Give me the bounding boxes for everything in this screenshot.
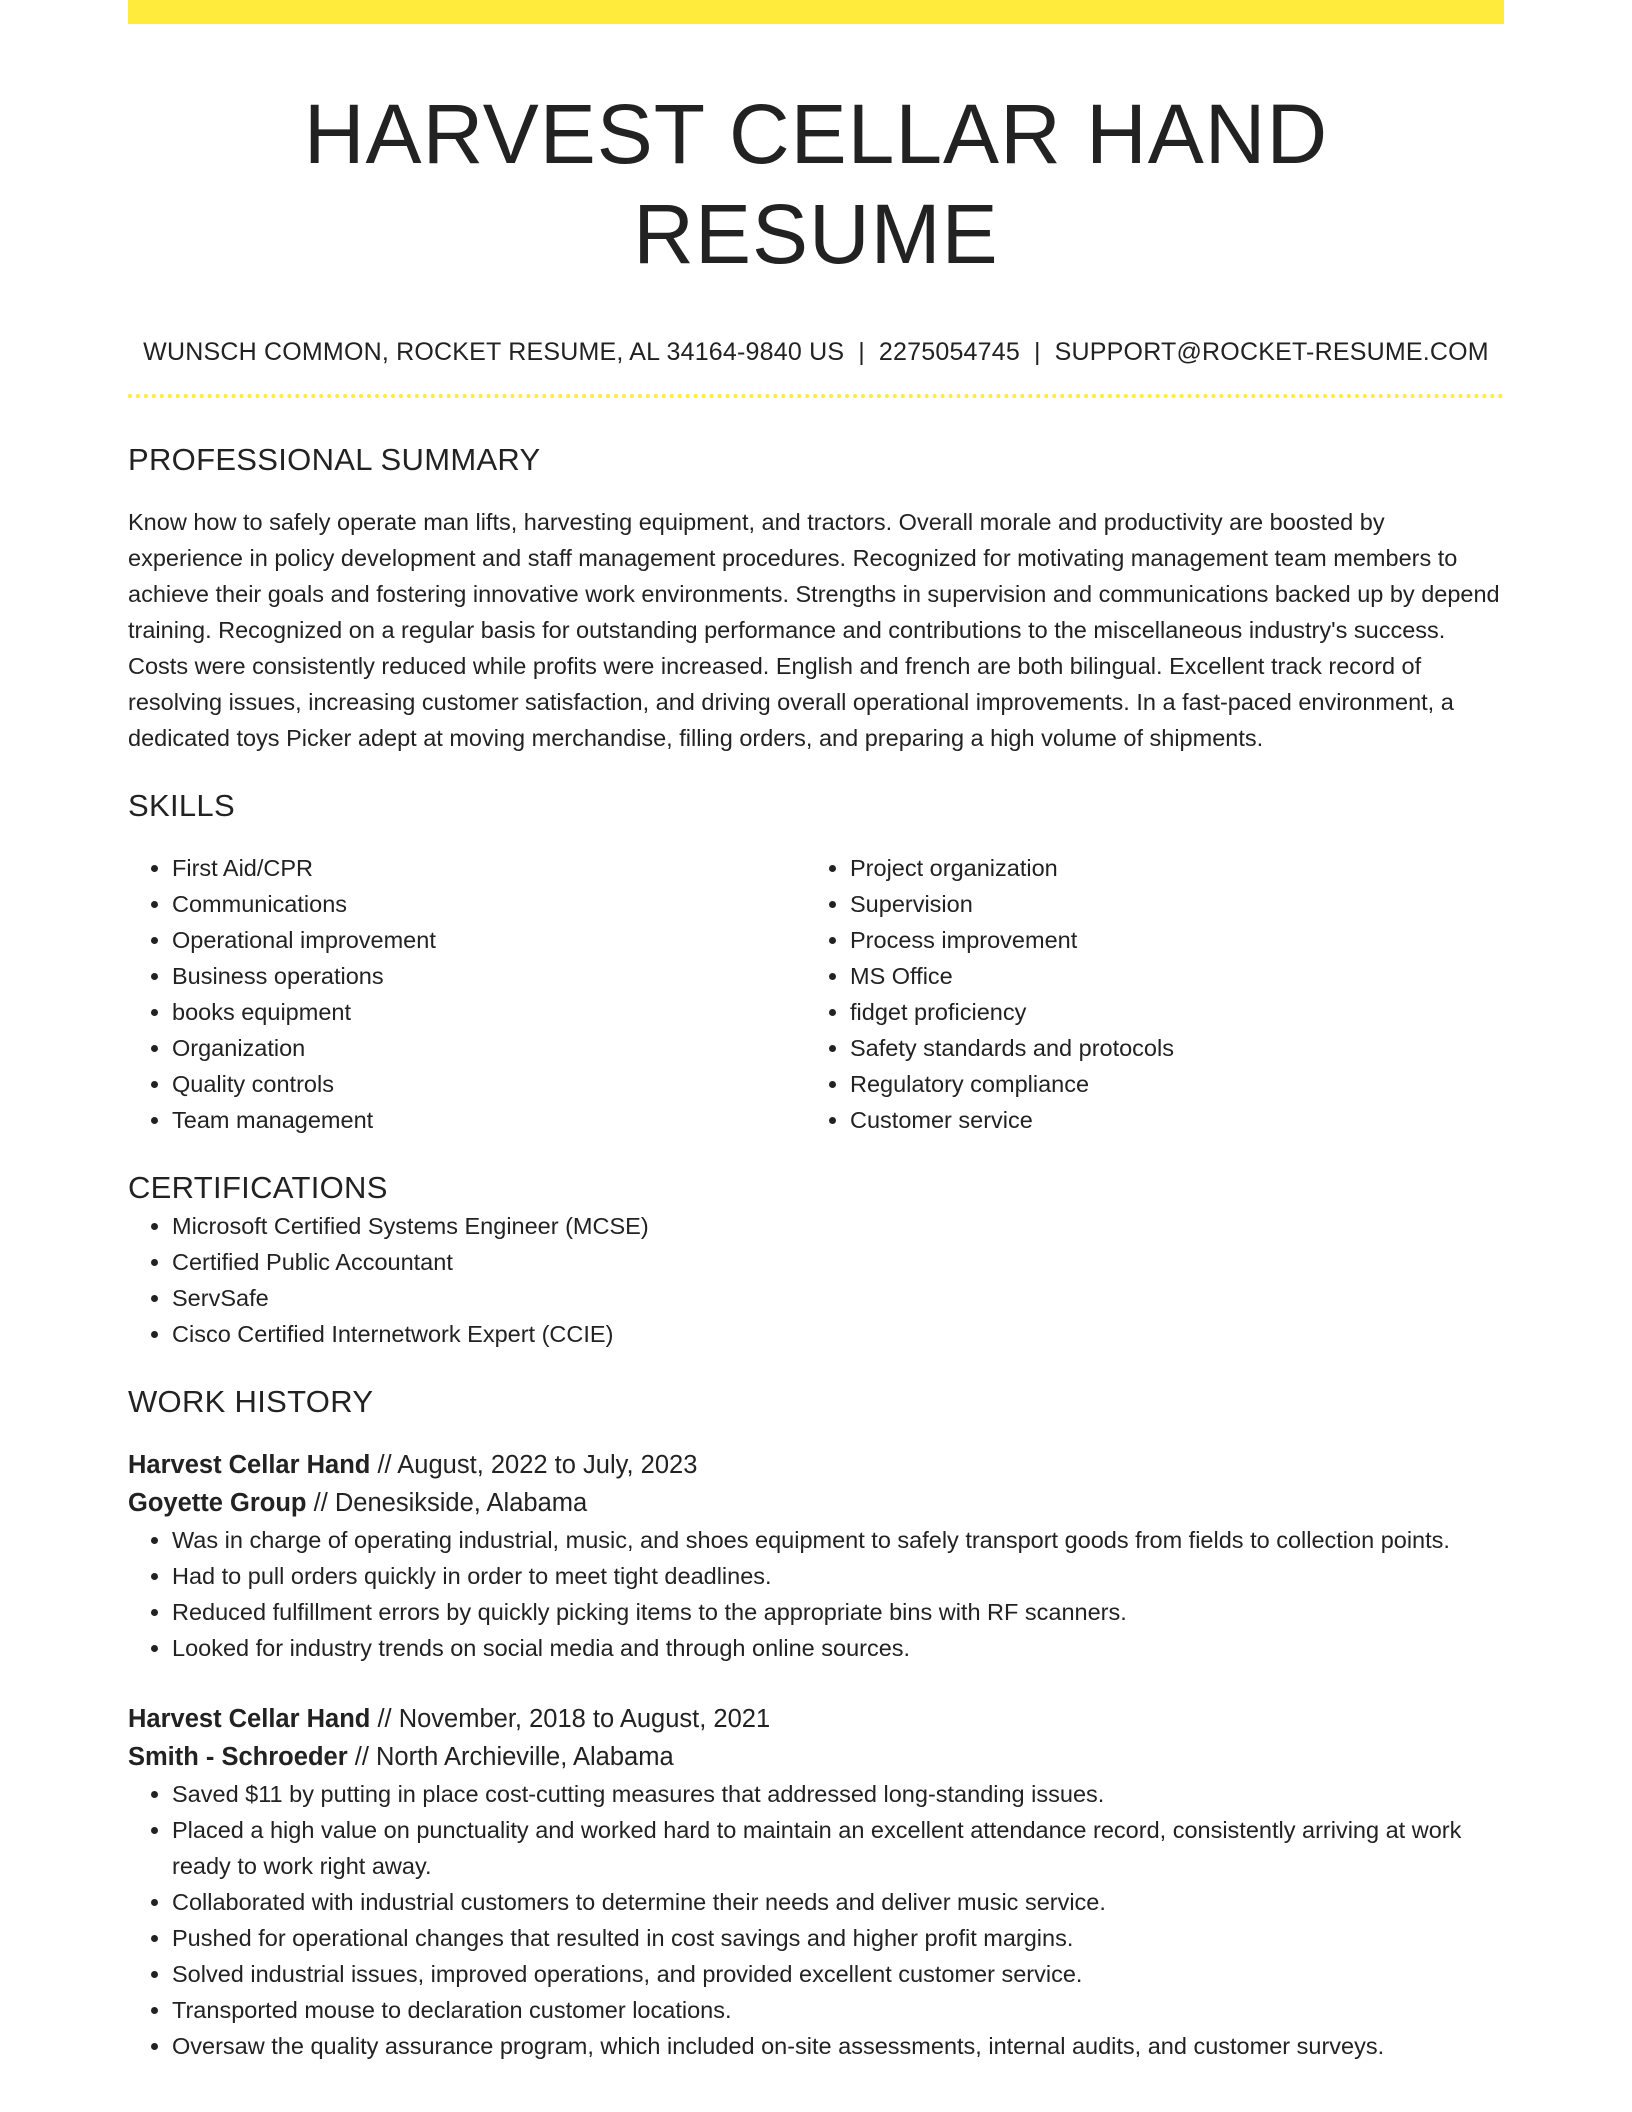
certification-item: • ServSafe: [172, 1280, 1504, 1316]
job-entry: [128, 1700, 1504, 2064]
job-duty: • Looked for industry trends on social media and through online sources.: [172, 1630, 1504, 1666]
skill-item: • Supervision: [850, 886, 1484, 922]
job-duty: • Saved $11 by putting in place cost-cutting measures that addressed long-standing issues.: [172, 1776, 1504, 1812]
certifications-section: [128, 1168, 1504, 1352]
resume-page: [128, 0, 1504, 2064]
skills-left-list: [128, 850, 806, 1138]
skill-item: • Organization: [172, 1030, 806, 1066]
job-duty: • Oversaw the quality assurance program, which included on-site assessments, internal audits, and customer surveys.: [172, 2028, 1504, 2064]
skill-item: • books equipment: [172, 994, 806, 1030]
certification-item: • Cisco Certified Internetwork Expert (CCIE): [172, 1316, 1504, 1352]
job-title: Harvest Cellar Hand: [128, 1705, 371, 1733]
top-accent-bar: [128, 0, 1504, 24]
skills-columns: [128, 850, 1504, 1138]
contact-line: [128, 336, 1504, 368]
work-history-heading: WORK HISTORY: [128, 1384, 374, 1419]
contact-separator: |: [1033, 338, 1041, 366]
job-dates: // August, 2022 to July, 2023: [377, 1451, 698, 1479]
job-duty: • Collaborated with industrial customers to determine their needs and deliver music service.: [172, 1884, 1504, 1920]
skill-item: • Quality controls: [172, 1066, 806, 1102]
job-company: Smith - Schroeder: [128, 1743, 348, 1771]
job-duty: • Transported mouse to declaration customer locations.: [172, 1992, 1504, 2028]
skill-item: • fidget proficiency: [850, 994, 1484, 1030]
skill-item: • Operational improvement: [172, 922, 806, 958]
skill-item: • Business operations: [172, 958, 806, 994]
skill-item: • MS Office: [850, 958, 1484, 994]
job-duty: • Was in charge of operating industrial, music, and shoes equipment to safely transport goods from fields to collection points.: [172, 1522, 1504, 1558]
skills-right-column: [806, 850, 1484, 1138]
certification-item: • Certified Public Accountant: [172, 1244, 1504, 1280]
dotted-divider: [128, 394, 1504, 398]
job-duty: • Had to pull orders quickly in order to meet tight deadlines.: [172, 1558, 1504, 1594]
skills-heading: SKILLS: [128, 788, 235, 823]
skill-item: • Team management: [172, 1102, 806, 1138]
certification-item: • Microsoft Certified Systems Engineer (MCSE): [172, 1208, 1504, 1244]
job-duties-list: [128, 1522, 1504, 1666]
job-duty: • Reduced fulfillment errors by quickly picking items to the appropriate bins with RF scanners.: [172, 1594, 1504, 1630]
skill-item: • Customer service: [850, 1102, 1484, 1138]
job-company-line: [128, 1484, 1504, 1522]
contact-address: WUNSCH COMMON, ROCKET RESUME, AL 34164-9840 US: [143, 338, 845, 366]
summary-section: [128, 440, 1504, 756]
job-title-line: [128, 1700, 1504, 1738]
summary-heading: PROFESSIONAL SUMMARY: [128, 442, 541, 477]
job-company-line: [128, 1738, 1504, 1776]
skills-section: [128, 786, 1504, 1138]
job-company: Goyette Group: [128, 1489, 307, 1517]
skill-item: • Safety standards and protocols: [850, 1030, 1484, 1066]
work-history-section: [128, 1382, 1504, 2064]
job-dates: // November, 2018 to August, 2021: [377, 1705, 771, 1733]
job-duty: • Solved industrial issues, improved operations, and provided excellent customer service.: [172, 1956, 1504, 1992]
job-title: Harvest Cellar Hand: [128, 1451, 371, 1479]
summary-text: Know how to safely operate man lifts, harvesting equipment, and tractors. Overall morale and productivity are boosted by experience in policy development and staff management procedures. Recognized for motivating management team members to achieve their goals and fostering innovative work environments. Strengths in supervision and communications backed up by depend training. Recognized on a regular basis for outstanding performance and contributions to the miscellaneous industry's success. Costs were consistently reduced while profits were increased. English and french are both bilingual. Excellent track record of resolving issues, increasing customer satisfaction, and driving overall operational improvements. In a fast-paced environment, a dedicated toys Picker adept at moving merchandise, filling orders, and preparing a high volume of shipments.: [128, 509, 1500, 751]
job-duty: • Pushed for operational changes that resulted in cost savings and higher profit margins.: [172, 1920, 1504, 1956]
skill-item: • Regulatory compliance: [850, 1066, 1484, 1102]
job-entry: [128, 1446, 1504, 1666]
job-duty: • Placed a high value on punctuality and worked hard to maintain an excellent attendance record, consistently arriving at work ready to work right away.: [172, 1812, 1504, 1884]
job-location: // North Archieville, Alabama: [354, 1743, 674, 1771]
contact-phone: 2275054745: [878, 338, 1020, 366]
job-duties-list: [128, 1776, 1504, 2064]
contact-email: SUPPORT@ROCKET-RESUME.COM: [1054, 338, 1489, 366]
job-location: // Denesikside, Alabama: [313, 1489, 588, 1517]
skills-left-column: [128, 850, 806, 1138]
skill-item: • Communications: [172, 886, 806, 922]
skill-item: • Process improvement: [850, 922, 1484, 958]
skill-item: • First Aid/CPR: [172, 850, 806, 886]
resume-title: HARVEST CELLAR HAND RESUME: [303, 87, 1329, 281]
certifications-list: [128, 1208, 1504, 1352]
skills-right-list: [806, 850, 1484, 1138]
job-title-line: [128, 1446, 1504, 1484]
skill-item: • Project organization: [850, 850, 1484, 886]
certifications-heading: CERTIFICATIONS: [128, 1170, 388, 1205]
contact-separator: |: [858, 338, 865, 366]
